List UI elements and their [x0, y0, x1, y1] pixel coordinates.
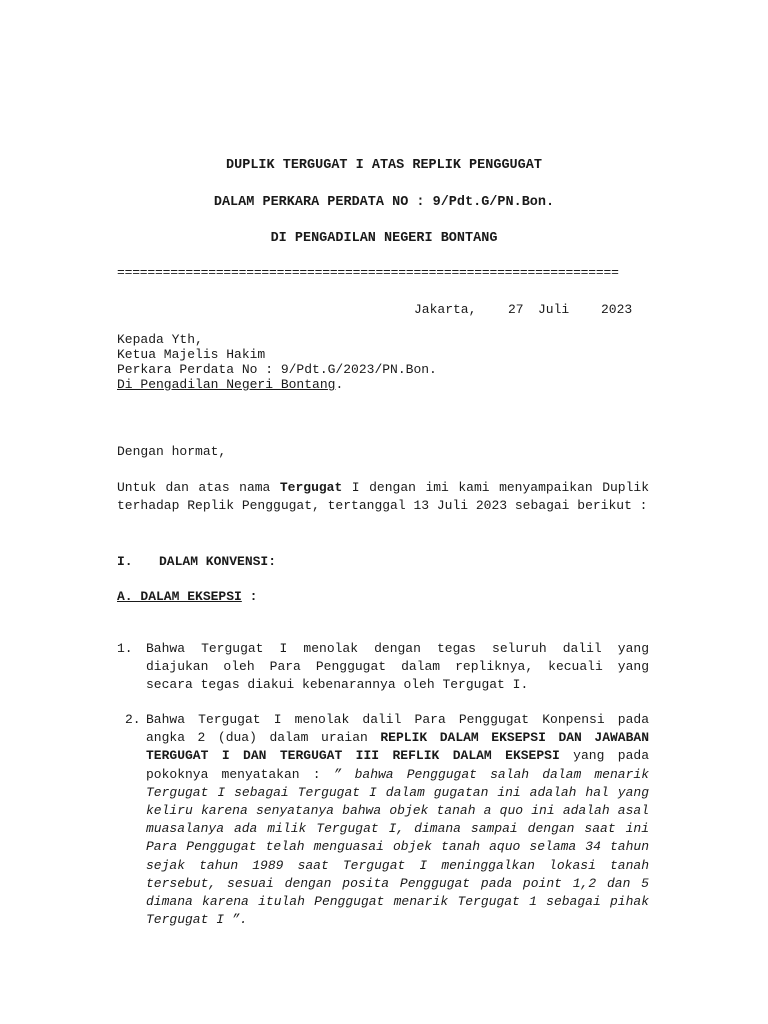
list-item	[117, 711, 649, 929]
intro-bold: Tergugat	[279, 480, 343, 495]
item-2-italic-quote: ” bahwa Penggugat salah dalam menarik Tergugat I sebagai Tergugat I dalam gugatan ini adalah hal yang keliru karena senyatanya bahwa objek tanah a quo ini adalah asal muasalanya ada milik Tergugat I, dimana sampai dengan saat ini Para Penggugat telah menguasai objek tanah aquo selama 34 tahun sejak tahun 1989 saat Tergugat I meninggalkan lokasi tanah tersebut, sesuai dengan posita Penggugat pada point 1,2 dan 5 dimana karena itulah Penggugat menarik Tergugat 1 sebagai pihak Tergugat I ”.	[146, 766, 649, 928]
intro-pre: Untuk dan atas nama	[117, 480, 280, 495]
date-day: 27	[508, 302, 524, 317]
court-title: DI PENGADILAN NEGERI BONTANG	[270, 231, 498, 246]
item-2-pre: Bahwa Tergugat I menolak dalil Para Penggugat Konpensi pada angka 2 (dua) dalam uraian	[146, 712, 649, 746]
address-line-3: Perkara Perdata No : 9/Pdt.G/2023/PN.Bon.	[117, 362, 437, 377]
greeting: Dengan hormat,	[117, 444, 227, 459]
court-name-underlined: Di Pengadilan Negeri Bontang	[117, 377, 336, 392]
address-line-2: Ketua Majelis Hakim	[117, 347, 266, 362]
address-line-4-suffix: .	[335, 377, 344, 392]
list-item-number: 1.	[117, 641, 133, 656]
list-item-text	[146, 711, 649, 929]
section-a-heading	[117, 588, 257, 605]
separator-rule: ==================================================================	[117, 265, 619, 280]
date-year: 2023	[601, 302, 633, 317]
document-title: DUPLIK TERGUGAT I ATAS REPLIK PENGGUGAT	[226, 158, 542, 173]
exception-list-2	[117, 711, 649, 929]
list-item-number: 2.	[125, 712, 141, 727]
list-item-text: Bahwa Tergugat I menolak dengan tegas seluruh dalil yang diajukan oleh Para Penggugat dalam repliknya, kecuali yang secara tegas diakui kebenarannya oleh Tergugat I.	[146, 641, 649, 693]
exception-list	[117, 640, 649, 695]
item-2-bold: REPLIK DALAM EKSEPSI DAN JAWABAN TERGUGAT I DAN TERGUGAT III REFLIK DALAM EKSEPSI	[146, 730, 650, 764]
address-line-4	[117, 376, 343, 393]
section-a-suffix: :	[241, 589, 258, 604]
address-line-1: Kepada Yth,	[117, 332, 203, 347]
intro-post: I dengan imi kami menyampaikan Duplik terhadap Replik Penggugat, tertanggal 13 Juli 2023 sebagai berikut :	[117, 480, 650, 514]
section-1-number: I.	[117, 554, 133, 569]
list-item	[117, 640, 649, 695]
intro-paragraph	[117, 479, 649, 515]
date-city: Jakarta,	[414, 302, 477, 317]
item-2-mid: yang pada pokoknya menyatakan :	[146, 748, 650, 782]
date-month: Juli	[538, 302, 570, 317]
section-a-label: A. DALAM EKSEPSI	[117, 589, 242, 604]
case-number-title: DALAM PERKARA PERDATA NO : 9/Pdt.G/PN.Bon.	[213, 195, 555, 210]
section-1-heading: DALAM KONVENSI:	[159, 554, 277, 569]
